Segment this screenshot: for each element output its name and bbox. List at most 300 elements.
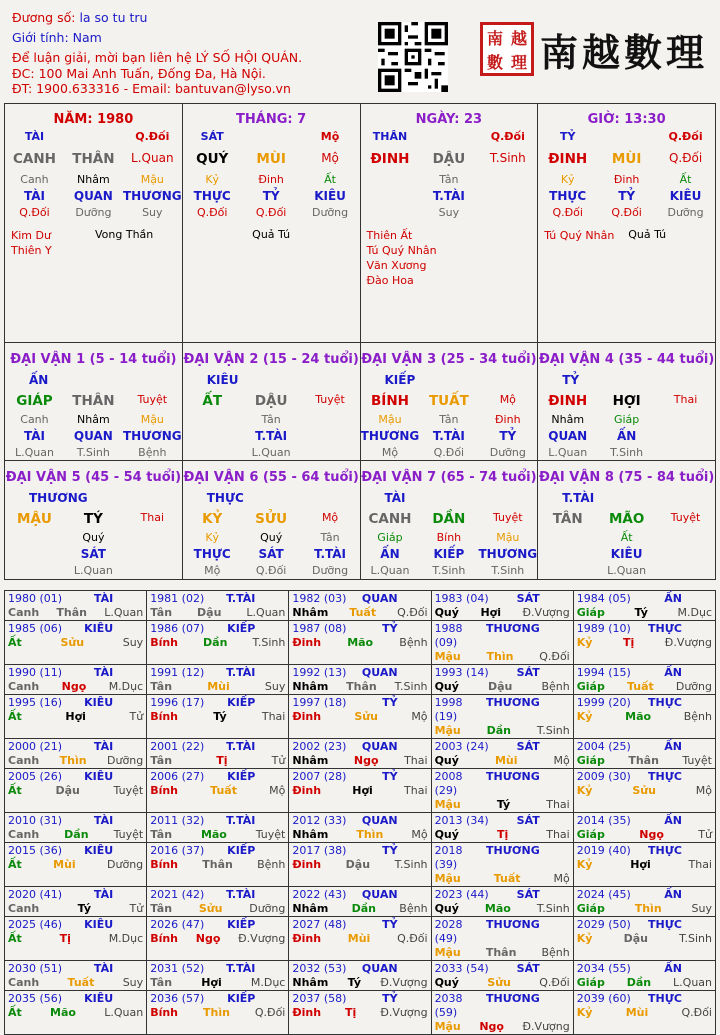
luu-nien-cell bbox=[573, 917, 715, 961]
pillar-main-row-cell: L.Quan bbox=[131, 151, 174, 165]
luu-nien-ten-god: TÀI bbox=[93, 962, 114, 975]
luu-nien-cell bbox=[431, 991, 573, 1035]
luu-nien-ten-god: TỶ bbox=[382, 918, 398, 931]
dai-van-hidden-stem-row bbox=[183, 531, 360, 544]
luu-nien-stage: Đ.Vượng bbox=[522, 1020, 570, 1033]
dai-van-life-stage-row-cell: L.Quan bbox=[73, 564, 113, 577]
luu-nien-cell bbox=[5, 813, 147, 843]
dai-van-hidden-stem-row bbox=[5, 531, 182, 544]
luu-nien-stage: Thai bbox=[688, 858, 712, 871]
dai-van-hidden-stem-row bbox=[5, 413, 182, 426]
luu-nien-ten-god: T.TÀI bbox=[226, 962, 256, 975]
luu-nien-top bbox=[292, 740, 427, 754]
pillar-star-extra: Quả Tú bbox=[628, 228, 667, 241]
dai-van-main-row bbox=[5, 393, 182, 409]
luu-nien-ten-god: TỶ bbox=[382, 696, 398, 709]
luu-nien-year: 2014 (35) bbox=[576, 814, 631, 827]
pillar-column bbox=[361, 104, 539, 342]
luu-nien-top bbox=[150, 622, 285, 636]
luu-nien-stem: Nhâm bbox=[292, 828, 329, 841]
dai-van-life-stage-row-cell: L.Quan bbox=[370, 564, 410, 577]
luu-nien-stage: L.Quan bbox=[246, 606, 286, 619]
dai-van-hidden-stem-row-cell: Tân bbox=[439, 413, 459, 426]
luu-nien-cell bbox=[431, 887, 573, 917]
luu-nien-stage: Q.Đối bbox=[397, 606, 428, 619]
luu-nien-branch: Tị bbox=[216, 754, 228, 767]
luu-nien-bottom bbox=[435, 650, 570, 664]
dai-van-title: ĐẠI VẬN 6 (55 - 64 tuổi) bbox=[183, 470, 359, 485]
luu-nien-branch: Ngọ bbox=[479, 1020, 504, 1033]
luu-nien-year: 2004 (25) bbox=[576, 740, 631, 753]
pillar-star-row-cell: TỶ bbox=[559, 130, 576, 143]
luu-nien-stage: Tử bbox=[129, 902, 144, 915]
luu-nien-stage: Tuyệt bbox=[682, 754, 712, 767]
luu-nien-stem: Mậu bbox=[434, 946, 461, 959]
dai-van-life-stage-row-cell: L.Quan bbox=[548, 446, 588, 459]
dai-van-life-stage-row-cell: Q.Đối bbox=[433, 446, 465, 459]
pillar-column bbox=[5, 104, 183, 342]
pillar-main-row-cell: QUÝ bbox=[196, 151, 229, 167]
luu-nien-year: 1982 (03) bbox=[292, 592, 347, 605]
luu-nien-year: 1993 (14) bbox=[434, 666, 489, 679]
luu-nien-bottom bbox=[150, 976, 285, 990]
pillar-life-stage-row bbox=[183, 206, 360, 219]
luu-nien-cell bbox=[573, 991, 715, 1035]
luu-nien-stem: Bính bbox=[150, 710, 179, 723]
luu-nien-year: 1990 (11) bbox=[8, 666, 63, 679]
pillar-ten-god-row-cell: TỶ bbox=[262, 189, 280, 203]
dai-van-ten-god-row bbox=[361, 547, 538, 561]
luu-nien-stage: M.Dục bbox=[250, 976, 286, 989]
pillar-column bbox=[538, 104, 715, 342]
dai-van-hidden-stem-row-cell: Đinh bbox=[495, 413, 521, 426]
dai-van-title: ĐẠI VẬN 7 (65 - 74 tuổi) bbox=[361, 470, 537, 485]
dai-van-row bbox=[5, 461, 715, 579]
luu-nien-year: 1980 (01) bbox=[8, 592, 63, 605]
luu-nien-top bbox=[435, 622, 570, 650]
luu-nien-top bbox=[435, 992, 570, 1020]
luu-nien-cell bbox=[289, 813, 431, 843]
pillar-main-row-cell: CANH bbox=[12, 151, 56, 167]
luu-nien-cell bbox=[289, 843, 431, 887]
luu-nien-year: 2001 (22) bbox=[150, 740, 205, 753]
pillar-life-stage-row-cell bbox=[478, 206, 537, 219]
pillar-ten-god-row-cell: KIÊU bbox=[314, 189, 346, 203]
luu-nien-year: 2036 (57) bbox=[150, 992, 205, 1005]
luu-nien-top bbox=[150, 740, 285, 754]
dai-van-star: THƯƠNG bbox=[29, 491, 88, 505]
luu-nien-cell bbox=[5, 843, 147, 887]
luu-nien-cell bbox=[431, 695, 573, 739]
luu-nien-stem: Quý bbox=[434, 606, 459, 619]
luu-nien-top bbox=[292, 770, 427, 784]
luu-nien-bottom bbox=[435, 754, 570, 768]
luu-nien-year: 2026 (47) bbox=[150, 918, 205, 931]
pillar-main-row bbox=[5, 151, 182, 167]
luu-nien-year: 1986 (07) bbox=[150, 622, 205, 635]
pillar-life-stage-row-cell: Q.Đối bbox=[552, 206, 583, 219]
luu-nien-branch: Mùi bbox=[494, 754, 518, 767]
luu-nien-branch: Thìn bbox=[634, 902, 662, 915]
luu-nien-stage: Tuyệt bbox=[113, 828, 144, 841]
luu-nien-bottom bbox=[292, 680, 427, 694]
luu-nien-cell bbox=[5, 991, 147, 1035]
dai-van-life-stage-row-cell bbox=[538, 564, 597, 577]
dai-van-life-stage-row-cell bbox=[656, 446, 715, 459]
dai-van-life-stage-row-cell: Mộ bbox=[381, 446, 399, 459]
dai-van-ten-god-row-cell: T.TÀI bbox=[432, 429, 465, 443]
luu-nien-stage: T.Sinh bbox=[536, 724, 570, 737]
luu-nien-stage: Tuyệt bbox=[255, 828, 286, 841]
dai-van-life-stage-row-cell: Dưỡng bbox=[489, 446, 526, 459]
luu-nien-year: 2011 (32) bbox=[150, 814, 205, 827]
dai-van-life-stage-row-cell: Mộ bbox=[204, 564, 221, 577]
luu-nien-stage: Suy bbox=[264, 680, 286, 693]
pillar-main-row-cell: ĐINH bbox=[548, 151, 588, 167]
luu-nien-bottom bbox=[292, 606, 427, 620]
luu-nien-year: 2039 (60) bbox=[576, 992, 631, 1005]
pillar-star-row bbox=[538, 130, 715, 143]
luu-nien-stage: Thai bbox=[404, 784, 428, 797]
luu-nien-top bbox=[8, 592, 143, 606]
luu-nien-top bbox=[8, 962, 143, 976]
dai-van-ten-god-row bbox=[183, 547, 360, 561]
luu-nien-bottom bbox=[292, 902, 427, 916]
luu-nien-stem: Ất bbox=[8, 932, 22, 945]
dai-van-life-stage-row-cell: L.Quan bbox=[607, 564, 647, 577]
luu-nien-top bbox=[150, 844, 285, 858]
dai-van-hidden-stem-row-cell: Quý bbox=[260, 531, 283, 544]
luu-nien-top bbox=[577, 814, 712, 828]
dai-van-hidden-stem-row-cell: Mậu bbox=[140, 413, 164, 426]
dai-van-star: TỶ bbox=[562, 373, 580, 387]
dai-van-ten-god-row-cell: SÁT bbox=[80, 547, 106, 561]
luu-nien-branch: Dậu bbox=[345, 858, 371, 871]
luu-nien-top bbox=[292, 814, 427, 828]
luu-nien-branch: Ngọ bbox=[353, 754, 379, 767]
pillar-main-row-cell: MÙI bbox=[611, 151, 642, 167]
luu-nien-stem: Canh bbox=[8, 606, 40, 619]
dai-van-cell bbox=[183, 461, 361, 579]
dai-van-ten-god-row-cell: THỰC bbox=[193, 547, 231, 561]
luu-nien-stage: Thai bbox=[404, 754, 428, 767]
luu-nien-stem: Canh bbox=[8, 902, 40, 915]
pillar-ten-god-row-cell: THƯƠNG bbox=[122, 189, 182, 203]
luu-nien-stage: Mộ bbox=[553, 754, 570, 767]
pillar-star-row-cell bbox=[419, 130, 478, 143]
luu-nien-cell bbox=[147, 621, 289, 665]
luu-nien-stage: Đ.Vượng bbox=[380, 1006, 428, 1019]
luu-nien-cell bbox=[5, 591, 147, 621]
luu-nien-bottom bbox=[8, 784, 143, 798]
pillar-star-item: Văn Xương bbox=[366, 259, 427, 272]
pillar-ten-god-row-cell: TỶ bbox=[618, 189, 636, 203]
luu-nien-stem: Đinh bbox=[292, 710, 322, 723]
luu-nien-bottom bbox=[435, 902, 570, 916]
dai-van-hidden-stem-row bbox=[361, 531, 538, 544]
dai-van-main-row bbox=[361, 511, 538, 527]
dai-van-ten-god-row-cell: KIẾP bbox=[433, 547, 465, 561]
dai-van-main-row-cell: Tuyệt bbox=[492, 511, 523, 524]
luu-nien-ten-god: TỶ bbox=[382, 622, 398, 635]
dai-van-ten-god-row-cell: TÀI bbox=[23, 429, 45, 443]
luu-nien-top bbox=[577, 888, 712, 902]
luu-nien-stem: Tân bbox=[150, 828, 173, 841]
dai-van-main-row bbox=[183, 511, 360, 527]
dai-van-main-row-cell: DẬU bbox=[254, 393, 288, 409]
luu-nien-branch: Thìn bbox=[59, 754, 87, 767]
luu-nien-bottom bbox=[8, 636, 143, 650]
pillar-star-row-cell: SÁT bbox=[200, 130, 224, 143]
luu-nien-year: 2035 (56) bbox=[8, 992, 63, 1005]
luu-nien-ten-god: THỰC bbox=[648, 992, 682, 1005]
pillar-life-stage-row bbox=[538, 206, 715, 219]
luu-nien-branch: Hợi bbox=[480, 606, 501, 619]
luu-nien-year: 1995 (16) bbox=[8, 696, 63, 709]
luu-nien-cell bbox=[5, 739, 147, 769]
luu-nien-branch: Thìn bbox=[202, 1006, 230, 1019]
pillar-ten-god-row-cell bbox=[361, 189, 420, 203]
dai-van-main-row-cell: KỶ bbox=[202, 511, 223, 527]
dai-van-life-stage-row-cell bbox=[183, 446, 242, 459]
dai-van-life-stage-row-cell bbox=[656, 564, 715, 577]
luu-nien-stem: Ất bbox=[8, 784, 22, 797]
luu-nien-bottom bbox=[435, 828, 570, 842]
luu-nien-ten-god: SÁT bbox=[516, 888, 540, 901]
luu-nien-year: 2034 (55) bbox=[576, 962, 631, 975]
dai-van-main-row-cell: Thai bbox=[140, 511, 165, 524]
dai-van-life-stage-row-cell: L.Quan bbox=[251, 446, 291, 459]
luu-nien-stem: Canh bbox=[8, 754, 40, 767]
luu-nien-year: 2016 (37) bbox=[150, 844, 205, 857]
luu-nien-cell bbox=[431, 665, 573, 695]
luu-nien-ten-god: KIẾP bbox=[227, 844, 256, 857]
luu-nien-branch: Tuất bbox=[349, 606, 377, 619]
dai-van-life-stage-row bbox=[183, 564, 360, 577]
luu-nien-top bbox=[8, 770, 143, 784]
luu-nien-cell bbox=[573, 843, 715, 887]
luu-nien-stem: Ất bbox=[8, 1006, 22, 1019]
luu-nien-stem: Mậu bbox=[434, 1020, 461, 1033]
luu-nien-branch: Tý bbox=[77, 902, 92, 915]
luu-nien-stage: Đ.Vượng bbox=[380, 976, 428, 989]
luu-nien-year: 2007 (28) bbox=[292, 770, 347, 783]
luu-nien-bottom bbox=[292, 1006, 427, 1020]
luu-nien-branch: Thân bbox=[56, 606, 87, 619]
pillar-hidden-stem-row-cell: Đinh bbox=[613, 173, 640, 186]
luu-nien-year: 2012 (33) bbox=[292, 814, 347, 827]
dai-van-main-row-cell: Tuyệt bbox=[315, 393, 345, 406]
luu-nien-branch: Mùi bbox=[347, 932, 371, 945]
luu-nien-stem: Tân bbox=[150, 976, 173, 989]
luu-nien-year: 1981 (02) bbox=[150, 592, 205, 605]
pillar-hidden-stem-row-cell: Ất bbox=[679, 173, 692, 186]
luu-nien-top bbox=[150, 918, 285, 932]
luu-nien-ten-god: KIÊU bbox=[84, 992, 114, 1005]
dai-van-main-row-cell: TUẤT bbox=[428, 393, 469, 409]
pillar-star-extra: Vong Thần bbox=[95, 228, 154, 241]
luu-nien-year: 1994 (15) bbox=[576, 666, 631, 679]
luu-nien-ten-god: T.TÀI bbox=[226, 740, 256, 753]
pillar-main-row-cell: THÂN bbox=[72, 151, 115, 167]
luu-nien-top bbox=[292, 592, 427, 606]
luu-nien-branch: Tuất bbox=[210, 784, 237, 797]
dai-van-ten-god-row-cell bbox=[301, 429, 360, 443]
dai-van-main-row-cell: ĐINH bbox=[548, 393, 588, 409]
pillar-life-stage-row-cell: Dưỡng bbox=[311, 206, 349, 219]
dai-van-title: ĐẠI VẬN 2 (15 - 24 tuổi) bbox=[183, 352, 359, 367]
luu-nien-stage: Dưỡng bbox=[107, 754, 144, 767]
luu-nien-year: 2028 (49) bbox=[434, 918, 463, 945]
luu-nien-stage: Thai bbox=[546, 798, 570, 811]
luu-nien-bottom bbox=[150, 636, 285, 650]
dai-van-main-row-cell: Tuyệt bbox=[137, 393, 168, 406]
luu-nien-year: 2015 (36) bbox=[8, 844, 63, 857]
luu-nien-bottom bbox=[435, 946, 570, 960]
dai-van-cell bbox=[5, 343, 183, 460]
luu-nien-bottom bbox=[150, 858, 285, 872]
luu-nien-bottom bbox=[435, 680, 570, 694]
luu-nien-stage: Dưỡng bbox=[675, 680, 712, 693]
luu-nien-top bbox=[8, 844, 143, 858]
luu-nien-branch: Sửu bbox=[60, 636, 85, 649]
luu-nien-year: 2006 (27) bbox=[150, 770, 205, 783]
luu-nien-ten-god: TÀI bbox=[93, 814, 114, 827]
luu-nien-year: 1987 (08) bbox=[292, 622, 347, 635]
luu-nien-branch: Mão bbox=[484, 902, 511, 915]
luu-nien-stem: Giáp bbox=[576, 606, 605, 619]
luu-nien-cell bbox=[573, 695, 715, 739]
luu-nien-bottom bbox=[577, 606, 712, 620]
pillar-hidden-stem-row-cell: Kỷ bbox=[560, 173, 575, 186]
dai-van-row bbox=[5, 343, 715, 461]
dai-van-cell bbox=[183, 343, 361, 460]
luu-nien-branch: Mão bbox=[50, 1006, 76, 1019]
pillar-life-stage-row-cell: Dưỡng bbox=[75, 206, 112, 219]
luu-nien-stage: Suy bbox=[122, 636, 144, 649]
dai-van-ten-god-row-cell: QUAN bbox=[73, 429, 113, 443]
pillar-star-row bbox=[5, 130, 182, 143]
dai-van-star: THỰC bbox=[206, 491, 244, 505]
dai-van-hidden-stem-row-cell bbox=[656, 413, 715, 426]
luu-nien-table bbox=[4, 590, 716, 1035]
luu-nien-cell bbox=[147, 695, 289, 739]
pillar-ten-god-row-cell: TÀI bbox=[23, 189, 45, 203]
luu-nien-cell bbox=[5, 887, 147, 917]
luu-nien-ten-god: KIẾP bbox=[227, 992, 256, 1005]
luu-nien-branch: Thân bbox=[485, 946, 517, 959]
pillar-title: THÁNG: 7 bbox=[236, 112, 307, 127]
dai-van-title: ĐẠI VẬN 3 (25 - 34 tuổi) bbox=[361, 352, 537, 367]
luu-nien-stem: Mậu bbox=[434, 798, 461, 811]
pillar-life-stage-row-cell: Suy bbox=[438, 206, 460, 219]
pillar-hidden-stem-row bbox=[183, 173, 360, 186]
luu-nien-stem: Giáp bbox=[576, 902, 605, 915]
dai-van-ten-god-row bbox=[361, 429, 538, 443]
luu-nien-ten-god: THỰC bbox=[648, 696, 682, 709]
luu-nien-stage: Bệnh bbox=[399, 636, 428, 649]
luu-nien-branch: Hợi bbox=[630, 858, 651, 871]
pillar-life-stage-row bbox=[361, 206, 538, 219]
dai-van-ten-god-row-cell bbox=[183, 429, 242, 443]
dai-van-title: ĐẠI VẬN 4 (35 - 44 tuổi) bbox=[538, 352, 715, 367]
dai-van-ten-god-row-cell: THƯƠNG bbox=[360, 429, 420, 443]
luu-nien-ten-god: KIẾP bbox=[227, 696, 256, 709]
luu-nien-bottom bbox=[577, 680, 712, 694]
luu-nien-stage: Thai bbox=[546, 828, 570, 841]
pillar-star-extra: Quả Tú bbox=[252, 228, 291, 241]
pillar-main-row-cell: Q.Đối bbox=[668, 151, 703, 165]
dai-van-ten-god-row-cell bbox=[5, 547, 64, 561]
luu-nien-stage: Đ.Vượng bbox=[664, 636, 712, 649]
luu-nien-top bbox=[435, 770, 570, 798]
luu-nien-year: 2008 (29) bbox=[434, 770, 463, 797]
luu-nien-stage: M.Dục bbox=[108, 680, 144, 693]
luu-nien-stage: Q.Đối bbox=[539, 650, 570, 663]
luu-nien-stem: Tân bbox=[150, 754, 173, 767]
dai-van-life-stage-row-cell: T.Sinh bbox=[76, 446, 110, 459]
luu-nien-top bbox=[435, 666, 570, 680]
luu-nien-cell bbox=[147, 591, 289, 621]
luu-nien-branch: Thìn bbox=[356, 828, 384, 841]
luu-nien-ten-god: ẤN bbox=[664, 666, 682, 679]
luu-nien-stage: Bệnh bbox=[541, 946, 570, 959]
luu-nien-cell bbox=[5, 917, 147, 961]
luu-nien-cell bbox=[289, 621, 431, 665]
luu-nien-year: 2000 (21) bbox=[8, 740, 63, 753]
dai-van-life-stage-row bbox=[183, 446, 360, 459]
luu-nien-ten-god: THƯƠNG bbox=[486, 696, 540, 709]
luu-nien-ten-god: THƯƠNG bbox=[486, 622, 540, 635]
luu-nien-bottom bbox=[150, 902, 285, 916]
luu-nien-stage: Suy bbox=[122, 976, 144, 989]
luu-nien-bottom bbox=[577, 784, 712, 798]
dai-van-ten-god-row bbox=[5, 547, 182, 561]
luu-nien-top bbox=[435, 740, 570, 754]
luu-nien-branch: Sửu bbox=[632, 784, 656, 797]
luu-nien-top bbox=[150, 696, 285, 710]
pillar-hidden-stem-row-cell bbox=[478, 173, 537, 186]
dai-van-cell bbox=[361, 461, 539, 579]
luu-nien-cell bbox=[431, 769, 573, 813]
luu-nien-stem: Canh bbox=[8, 828, 40, 841]
dai-van-ten-god-row-cell: T.TÀI bbox=[255, 429, 288, 443]
luu-nien-year: 2017 (38) bbox=[292, 844, 347, 857]
pillar-ten-god-row-cell: KIÊU bbox=[669, 189, 702, 203]
luu-nien-ten-god: T.TÀI bbox=[226, 666, 256, 679]
luu-nien-stage: Mộ bbox=[695, 784, 712, 797]
luu-nien-ten-god: KIẾP bbox=[227, 770, 256, 783]
luu-nien-stage: Q.Đối bbox=[539, 976, 570, 989]
luu-nien-branch: Dậu bbox=[488, 680, 513, 693]
luu-nien-stage: T.Sinh bbox=[252, 636, 286, 649]
luu-nien-ten-god: TÀI bbox=[93, 740, 114, 753]
luu-nien-year: 2003 (24) bbox=[434, 740, 489, 753]
luu-nien-ten-god: TÀI bbox=[93, 592, 114, 605]
luu-nien-stem: Tân bbox=[150, 606, 173, 619]
luu-nien-stem: Mậu bbox=[434, 650, 461, 663]
luu-nien-year: 1999 (20) bbox=[576, 696, 631, 709]
pillar-stars-list bbox=[544, 228, 614, 243]
pillar-life-stage-row-cell: Suy bbox=[142, 206, 163, 219]
luu-nien-stage: M.Dục bbox=[677, 606, 712, 619]
luu-nien-year: 1997 (18) bbox=[292, 696, 347, 709]
luu-nien-year: 2009 (30) bbox=[576, 770, 631, 783]
pillar-life-stage-row-cell: Q.Đối bbox=[255, 206, 287, 219]
luu-nien-bottom bbox=[577, 828, 712, 842]
dai-van-main-row-cell: THÂN bbox=[72, 393, 115, 409]
dai-van-star: T.TÀI bbox=[562, 491, 595, 505]
